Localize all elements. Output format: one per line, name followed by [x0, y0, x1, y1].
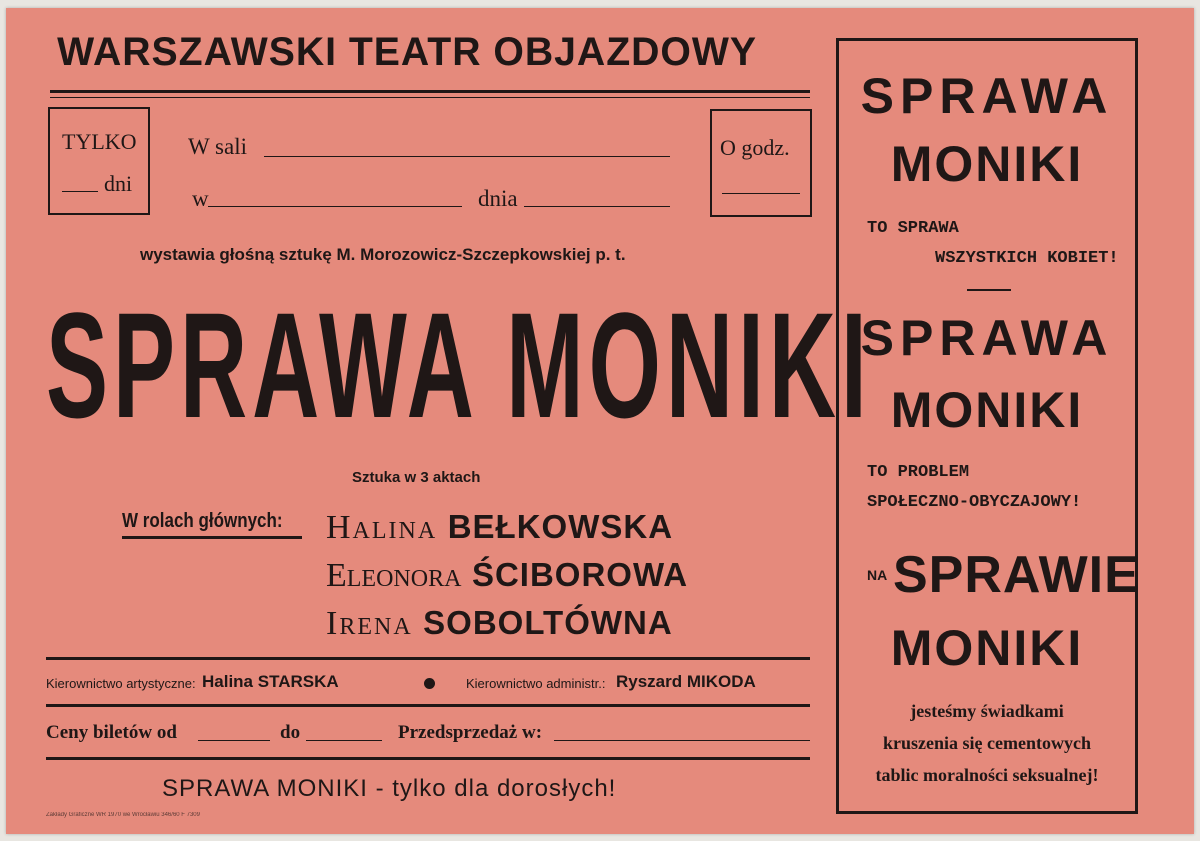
sidebar-text: WSZYSTKICH KOBIET! [935, 249, 1119, 268]
artistic-director-label: Kierownictwo artystyczne: [46, 676, 196, 691]
cast-first-name: Eleonora [326, 557, 462, 594]
adults-only-note: SPRAWA MONIKI - tylko dla dorosłych! [162, 775, 617, 802]
price-from-blank [198, 740, 270, 741]
theatre-name: WARSZAWSKI TEATR OBJAZDOWY [57, 30, 757, 74]
sidebar-title: MONIKI [890, 136, 1084, 192]
date-label: dnia [478, 186, 518, 211]
admin-director-name: Ryszard MIKODA [616, 672, 756, 691]
time-box [710, 109, 812, 217]
date-blank [524, 206, 670, 207]
cast-last-name: ŚCIBOROWA [471, 556, 689, 593]
artistic-director-name: Halina STARSKA [202, 672, 339, 691]
sidebar-title: SPRAWA [860, 68, 1114, 124]
sidebar-text: tablic moralności seksualnej! [875, 765, 1099, 785]
cast-member [326, 604, 673, 643]
sidebar-title: SPRAWA [860, 310, 1114, 366]
rule-bottom [46, 757, 810, 760]
sidebar-title: MONIKI [890, 620, 1084, 676]
intro-line: wystawia głośną sztukę M. Morozowicz-Szczepkowskiej p. t. [140, 245, 626, 264]
presale-blank [554, 740, 810, 741]
hall-label: W sali [188, 134, 247, 159]
days-blank [62, 191, 98, 192]
printer-imprint: Zakłady Graficzne WR 1970 we Wrocławiu 346/60 F 7309 [46, 812, 200, 818]
cast-label-underline [122, 536, 302, 539]
sidebar-text: TO PROBLEM [867, 463, 970, 482]
cast-member [326, 556, 688, 595]
bullet-dot [424, 678, 435, 689]
cast-last-name: SOBOLTÓWNA [423, 604, 673, 641]
sidebar-text: SPOŁECZNO-OBYCZAJOWY! [867, 493, 1082, 512]
ticket-price-label: Ceny biletów od [46, 722, 177, 743]
cast-last-name: BEŁKOWSKA [447, 508, 674, 545]
sidebar-text: kruszenia się cementowych [883, 733, 1091, 753]
sidebar-divider [967, 289, 1011, 291]
sidebar-na: NA [867, 567, 888, 583]
sidebar-panel [836, 38, 1138, 814]
acts-line: Sztuka w 3 aktach [352, 469, 481, 486]
header-rule [50, 90, 810, 98]
price-to-blank [306, 740, 382, 741]
price-to-label: do [280, 722, 301, 743]
days-box [48, 107, 150, 215]
tylko-label: TYLKO [62, 129, 137, 154]
cast-first-name: Halina [326, 509, 438, 546]
rule-top [46, 657, 810, 660]
sidebar-title: SPRAWIE [893, 546, 1140, 604]
place-blank [208, 206, 462, 207]
time-label: O godz. [720, 135, 790, 160]
place-label: w [192, 186, 209, 211]
dni-label: dni [104, 171, 133, 196]
admin-director-label: Kierownictwo administr.: [466, 676, 606, 691]
time-blank [722, 193, 800, 194]
presale-label: Przedsprzedaż w: [398, 722, 543, 743]
cast-first-name: Irena [326, 605, 413, 642]
play-title: SPRAWA MONIKI [46, 281, 872, 449]
sidebar-text: jesteśmy świadkami [910, 701, 1064, 721]
hall-blank [264, 156, 670, 157]
poster [6, 8, 1194, 834]
sidebar-text: TO SPRAWA [867, 219, 959, 238]
cast-member [326, 508, 673, 547]
sidebar-title: MONIKI [890, 382, 1084, 438]
cast-label: W rolach głównych: [122, 510, 283, 532]
rule-middle [46, 704, 810, 707]
